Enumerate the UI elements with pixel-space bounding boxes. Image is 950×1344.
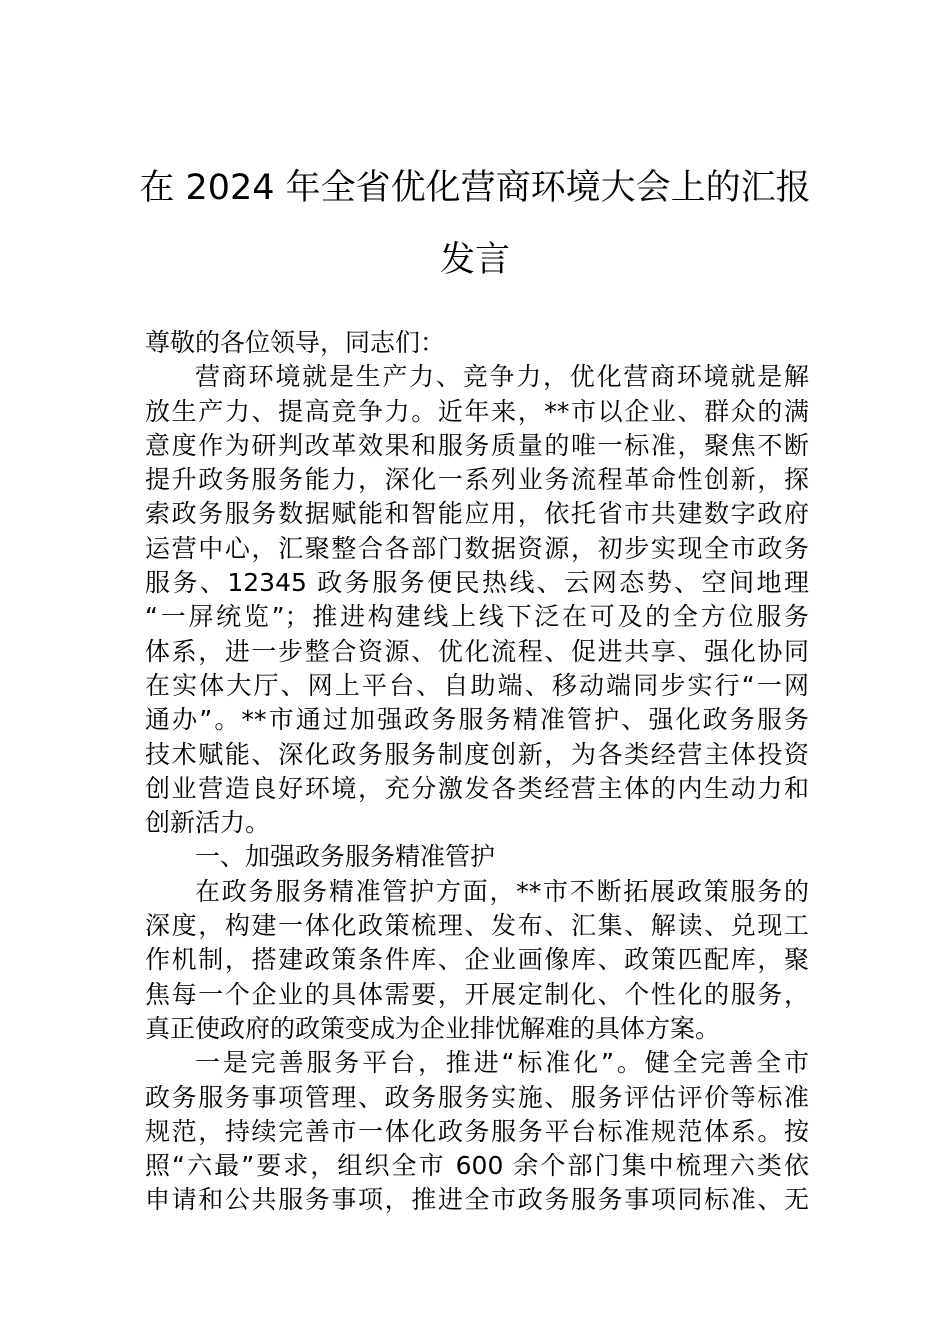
body-line: 索政务服务数据赋能和智能应用，依托省市共建数字政府 (145, 499, 809, 529)
body-line: 在实体大厅、网上平台、自助端、移动端同步实行“一网 (145, 670, 809, 700)
title-line-2: 发言 (439, 240, 510, 280)
body-line: 深度，构建一体化政策梳理、发布、汇集、解读、兑现工 (145, 911, 809, 941)
body-line: 一、加强政务服务精准管护 (195, 842, 496, 872)
body-line: 通办”。**市通过加强政务服务精准管护、强化政务服务 (145, 705, 809, 735)
body-line: 创业营造良好环境，充分激发各类经营主体的内生动力和 (145, 773, 809, 803)
body-line: 技术赋能、深化政务服务制度创新，为各类经营主体投资 (145, 739, 809, 769)
body-line: 服务、12345 政务服务便民热线、云网态势、空间地理 (145, 568, 809, 598)
body-line: 创新活力。 (145, 808, 271, 838)
body-line: 意度作为研判改革效果和服务质量的唯一标准，聚焦不断 (145, 430, 809, 460)
body-line: “一屏统览”；推进构建线上线下泛在可及的全方位服务 (145, 602, 809, 632)
document-body (145, 326, 809, 1218)
body-line: 作机制，搭建政策条件库、企业画像库、政策匹配库，聚 (145, 945, 809, 975)
body-line: 真正使政府的政策变成为企业排忧解难的具体方案。 (145, 1013, 721, 1043)
body-line: 提升政务服务能力，深化一系列业务流程革命性创新，探 (145, 465, 809, 495)
body-line: 体系，进一步整合资源、优化流程、促进共享、强化协同 (145, 636, 809, 666)
title-line-1: 在 2024 年全省优化营商环境大会上的汇报 (139, 168, 811, 208)
body-line: 政务服务事项管理、政务服务实施、服务评估评价等标准 (145, 1082, 809, 1112)
body-line: 放生产力、提高竞争力。近年来，**市以企业、群众的满 (145, 396, 809, 426)
body-line: 在政务服务精准管护方面，**市不断拓展政策服务的 (195, 876, 809, 906)
body-line: 照“六最”要求，组织全市 600 余个部门集中梳理六类依 (145, 1151, 809, 1181)
document-title (130, 152, 820, 296)
body-line: 申请和公共服务事项，推进全市政务服务事项同标准、无 (145, 1185, 809, 1215)
body-line: 规范，持续完善市一体化政务服务平台标准规范体系。按 (145, 1116, 809, 1146)
body-line: 焦每一个企业的具体需要，开展定制化、个性化的服务， (145, 979, 809, 1009)
body-line: 营商环境就是生产力、竞争力，优化营商环境就是解 (195, 362, 809, 392)
salutation: 尊敬的各位领导，同志们： (145, 328, 446, 357)
body-line: 一是完善服务平台，推进“标准化”。健全完善全市 (195, 1048, 809, 1078)
body-line: 运营中心，汇聚整合各部门数据资源，初步实现全市政务 (145, 533, 809, 563)
